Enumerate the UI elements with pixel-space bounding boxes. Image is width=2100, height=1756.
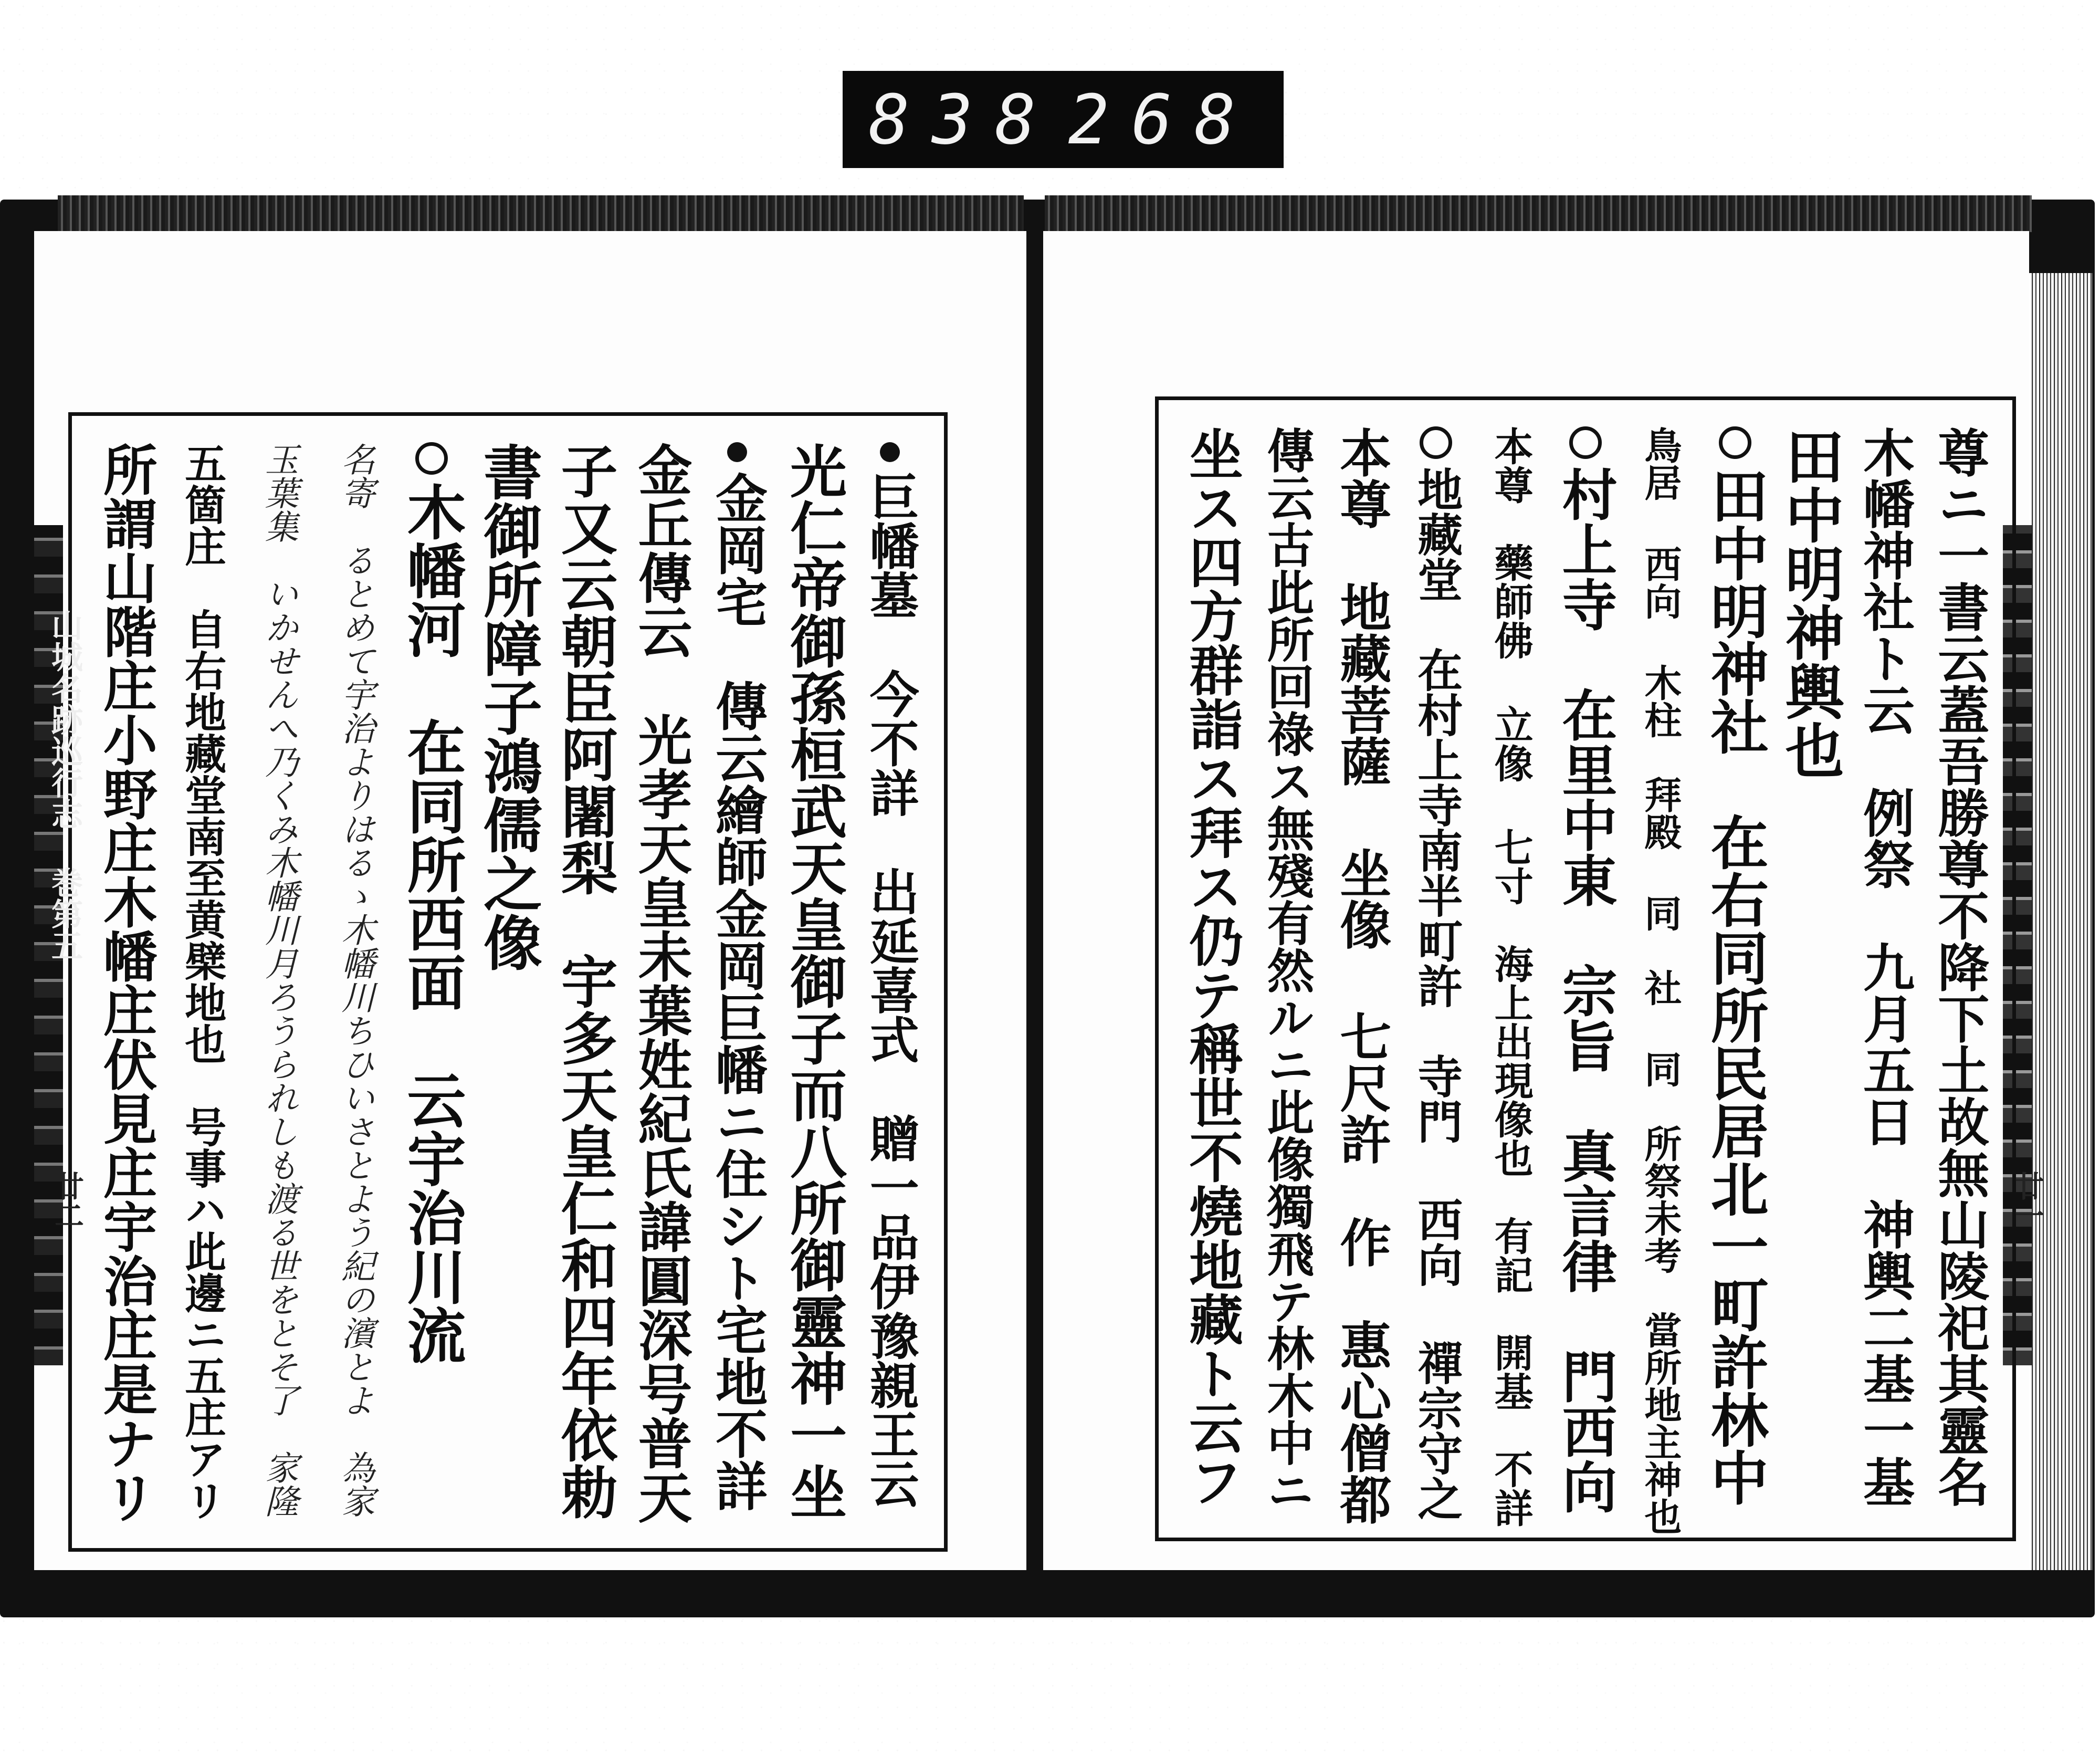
text-column — [546, 416, 623, 1548]
circle-marker-icon — [1569, 426, 1602, 459]
text-column — [775, 416, 852, 1548]
circle-marker-icon — [415, 442, 448, 475]
text-line: 尊ニ一書云蓋吾勝尊不降下土故無山陵祀其靈名 — [1929, 426, 1990, 1507]
text-line: 木幡河 在同所西面 云宇治川流 — [397, 482, 466, 1364]
circle-marker-icon — [1420, 426, 1452, 459]
text-column — [1548, 400, 1623, 1538]
text-column — [1399, 400, 1473, 1538]
text-column — [164, 416, 241, 1548]
archive-number-label — [843, 71, 1284, 168]
text-line: 金丘傳云 光孝天皇未葉姓紀氏諱圓深号普天 — [629, 442, 693, 1524]
right-folio: 廿一 — [2010, 1171, 2045, 1230]
left-running-head: 山城名跡巡行志 巻第五 — [46, 609, 83, 961]
text-line: 本尊 地藏菩薩 坐像 七尺許 作 惠心僧都 — [1331, 426, 1392, 1525]
text-line: 名寄 るとめて宇治よりはるゝ木幡川ちひいさとよう紀の濱とよ 為家 — [335, 442, 375, 1518]
text-column — [1847, 400, 1922, 1538]
text-line: 鳥居 西向 木柱 拜殿 同 社 同 所祭未考 當所地主神也 — [1638, 426, 1683, 1535]
text-line: 地藏堂 在村上寺南半町許 寺門 西向 禪宗守之 — [1410, 466, 1463, 1521]
dot-marker-icon — [727, 442, 747, 462]
text-column — [88, 416, 164, 1548]
text-line: 玉葉集 いかせんへ乃くみ木幡川月ろうられしも渡る世をとそ了 家隆 — [259, 442, 298, 1518]
text-line: 所謂山階庄小野庄木幡庄伏見庄宇治庄是ナリ — [94, 442, 158, 1524]
text-column — [623, 416, 699, 1548]
text-column — [240, 416, 317, 1548]
text-line: 金岡宅 傳云繪師金岡巨幡ニ住シト宅地不詳 — [707, 472, 768, 1511]
circle-marker-icon — [1719, 426, 1751, 459]
text-column — [1249, 400, 1324, 1538]
text-line: 子又云朝臣阿闍梨 宇多天皇仁和四年依勅 — [551, 442, 618, 1520]
text-line: 傳云古此所回祿ス無殘有然ルニ此像獨飛テ林木中ニ — [1258, 426, 1315, 1513]
text-column — [1922, 400, 1997, 1538]
text-line: 五箇庄 自右地藏堂南至黄檗地也 号事ハ此邊ニ五庄アリ — [177, 442, 227, 1521]
text-column — [470, 416, 547, 1548]
right-text-frame — [1155, 396, 2016, 1541]
text-line: 巨幡墓 今不詳 出延喜式 贈一品伊豫親王云 — [861, 472, 919, 1508]
text-line: 田中明神輿也 — [1776, 426, 1845, 779]
text-column — [852, 416, 928, 1548]
text-line: 本尊 藥師佛 立像 七寸 海上出現像也 有記 開基 不詳 — [1488, 426, 1534, 1527]
text-line: 村上寺 在里中東 宗旨 真言律 門西向 — [1553, 466, 1619, 1514]
text-line: 木幡神社ト云 例祭 九月五日 神輿二基一基 — [1854, 426, 1915, 1507]
dot-marker-icon — [880, 442, 900, 462]
text-column — [699, 416, 775, 1548]
left-folio: 廿二 — [50, 1171, 85, 1230]
text-column — [393, 416, 470, 1548]
text-column — [317, 416, 394, 1548]
text-column — [1473, 400, 1548, 1538]
archive-number-right: 268 — [1068, 79, 1258, 160]
text-line: 書御所障子鴻儒之像 — [474, 442, 543, 971]
text-line: 坐ス四方群詣ス拜ス仍テ稱世不燒地藏ト云フ — [1180, 426, 1244, 1508]
archive-number-left: 838 — [868, 79, 1058, 160]
text-column — [1174, 400, 1249, 1538]
text-line: 光仁帝御孫桓武天皇御子而八所御靈神一坐 — [780, 442, 847, 1520]
book-top-edge-right — [1045, 195, 2032, 232]
text-column — [1698, 400, 1772, 1538]
page-stack-edge — [2029, 273, 2092, 1570]
book-gutter — [1026, 221, 1043, 1586]
text-column — [1324, 400, 1399, 1538]
text-column — [1772, 400, 1847, 1538]
book-top-edge-left — [58, 195, 1024, 232]
text-line: 田中明神社 在右同所民居北一町許林中 — [1701, 466, 1769, 1506]
text-column — [1623, 400, 1697, 1538]
left-text-frame — [68, 412, 948, 1552]
